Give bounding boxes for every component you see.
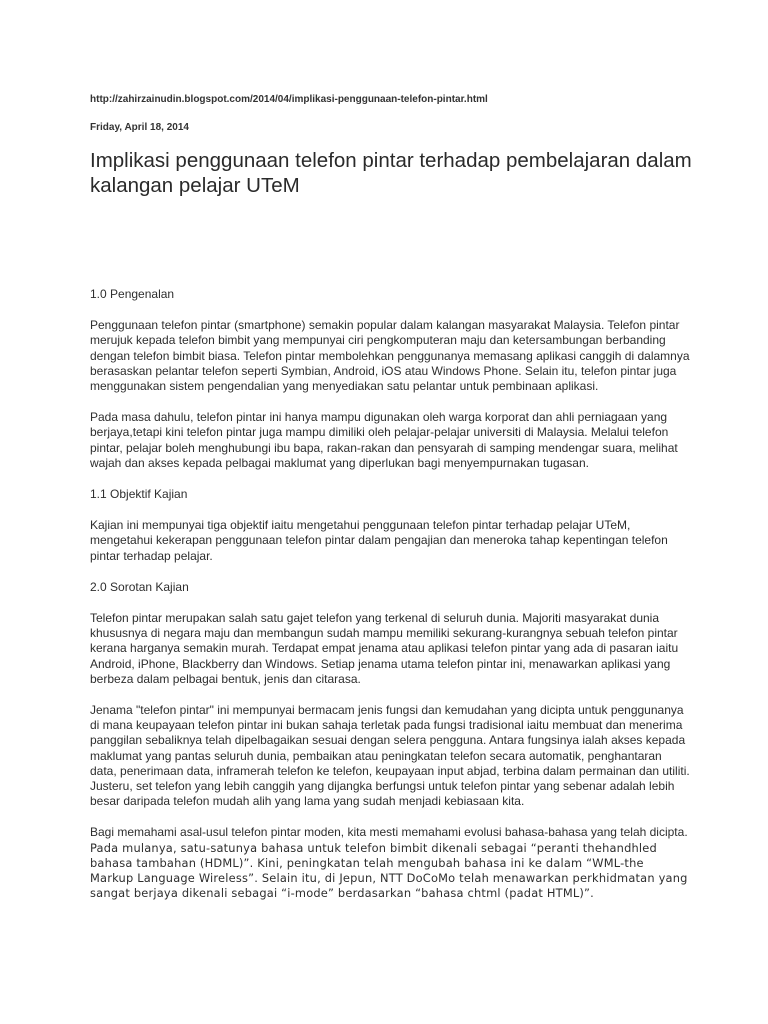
- section-heading-pengenalan: 1.0 Pengenalan: [90, 287, 175, 301]
- source-url-link[interactable]: http://zahirzainudin.blogspot.com/2014/04/implikasi-penggunaan-telefon-pintar.html: [90, 94, 488, 105]
- article-body: [90, 287, 690, 902]
- paragraph: Pada masa dahulu, telefon pintar ini hanya mampu digunakan oleh warga korporat dan ahli perniagaan yang berjaya,tetapi kini telefon pintar juga mampu dimiliki oleh pelajar-pelajar universiti di Malaysia. Melalui telefon pintar, pelajar boleh menghubungi ibu bapa, rakan-rakan dan pensyarah di samping mendengar suara, melihat wajah dan akses kepada pelbagai maklumat yang diperlukan bagi menyempurnakan tugasan.: [90, 410, 678, 470]
- paragraph: Kajian ini mempunyai tiga objektif iaitu mengetahui penggunaan telefon pintar terhadap pelajar UTeM, mengetahui kekerapan penggunaan telefon pintar dalam pengajian dan meneroka tahap kepentingan telefon pintar terhadap pelajar.: [90, 518, 668, 563]
- paragraph-tail: Pada mulanya, satu-satunya bahasa untuk telefon bimbit dikenali sebagai “peranti thehandhled bahasa tambahan (HDML)”. Kini, peningkatan telah mengubah bahasa ini ke dalam “WML-the Markup Language Wireless”. Selain itu, di Jepun, NTT DoCoMo telah menawarkan perkhidmatan yang sangat berjaya dikenali sebagai “i-mode” berdasarkan “bahasa chtml (padat HTML)”.: [90, 840, 688, 901]
- paragraph: Jenama "telefon pintar" ini mempunyai bermacam jenis fungsi dan kemudahan yang dicipta untuk penggunanya di mana keupayaan telefon pintar ini bukan sahaja terletak pada fungsi tradisional iaitu membuat dan menerima panggilan sebaliknya telah dipelbagaikan sesuai dengan selera pengguna. Antara fungsinya ialah akses kepada maklumat yang pantas seluruh dunia, pembaikan atau peningkatan telefon secara automatik, penghantaran data, penerimaan data, inframerah telefon ke telefon, keupayaan input abjad, terbina dalam permainan dan utiliti. Justeru, set telefon yang lebih canggih yang dijangka berfungsi untuk telefon pintar yang sebenar adalah lebih besar daripada telefon mudah alih yang lama yang sudah menjadi kebiasaan kita.: [90, 703, 690, 809]
- page-title: Implikasi penggunaan telefon pintar terhadap pembelajaran dalam kalangan pelajar UTeM: [90, 149, 692, 197]
- paragraph: [90, 825, 690, 901]
- paragraph: Penggunaan telefon pintar (smartphone) semakin popular dalam kalangan masyarakat Malaysia. Telefon pintar merujuk kepada telefon bimbit yang mempunyai ciri pengkomputeran maju dan ketersambungan berbanding dengan telefon bimbit biasa. Telefon pintar membolehkan penggunanya memasang aplikasi canggih di dalamnya berasaskan pelantar telefon seperti Symbian, Android, iOS atau Windows Phone. Selain itu, telefon pintar juga menggunakan sistem pengendalian yang menyediakan satu pelantar untuk pembinaan aplikasi.: [90, 318, 690, 394]
- post-date: Friday, April 18, 2014: [90, 122, 189, 133]
- paragraph-lead: Bagi memahami asal-usul telefon pintar moden, kita mesti memahami evolusi bahasa-bahasa yang telah dicipta.: [90, 825, 688, 840]
- section-heading-sorotan: 2.0 Sorotan Kajian: [90, 579, 189, 594]
- paragraph: Telefon pintar merupakan salah satu gajet telefon yang terkenal di seluruh dunia. Majoriti masyarakat dunia khususnya di negara maju dan membangun sudah mampu memiliki sekurang-kurangnya sebuah telefon pintar kerana harganya semakin murah. Terdapat empat jenama atau aplikasi telefon pintar yang ada di pasaran iaitu Android, iPhone, Blackberry dan Windows. Setiap jenama utama telefon pintar ini, menawarkan aplikasi yang berbeza dalam pelbagai bentuk, jenis dan citarasa.: [90, 611, 679, 686]
- section-heading-objektif: 1.1 Objektif Kajian: [90, 487, 188, 502]
